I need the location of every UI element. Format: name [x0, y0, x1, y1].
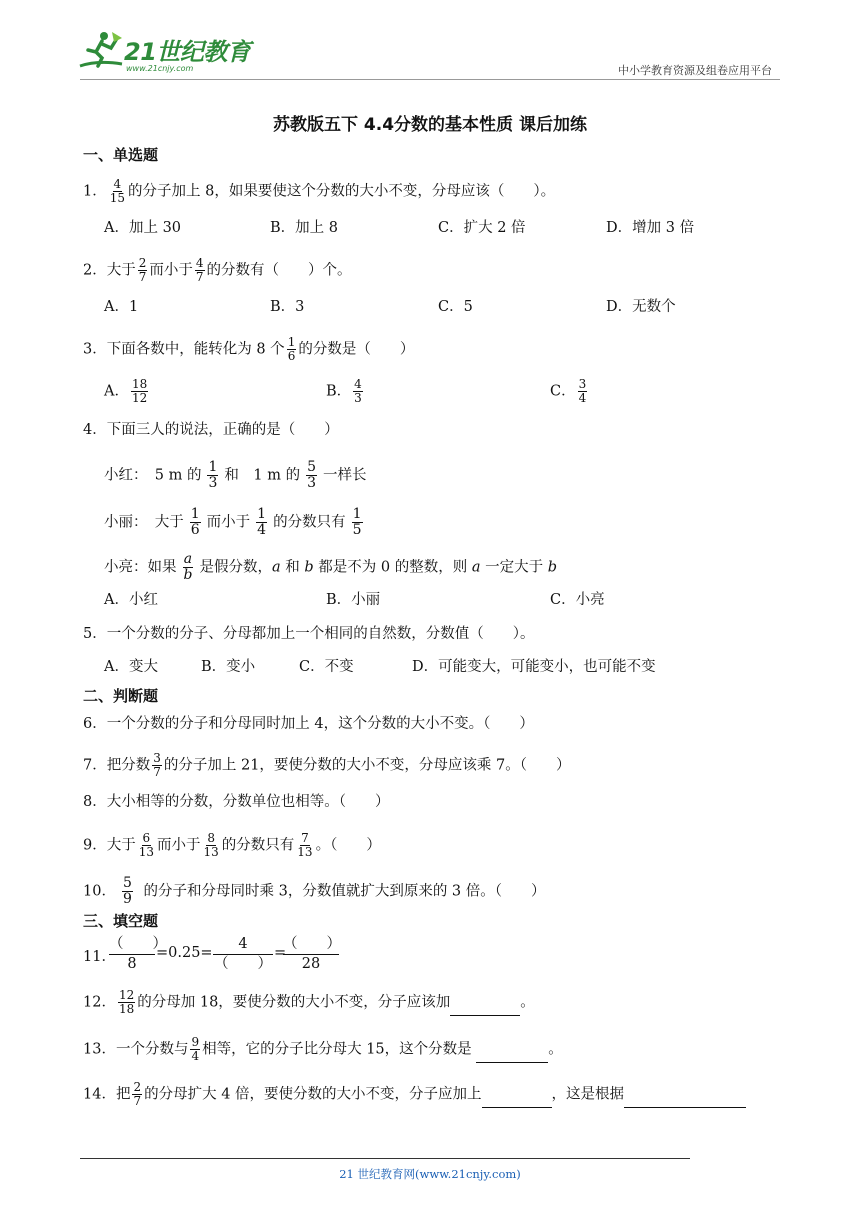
question-number: 9．	[83, 837, 107, 854]
question-number: 1．	[83, 183, 107, 200]
fraction: $\frac{4}{7}$	[195, 256, 204, 284]
question-6	[83, 714, 534, 734]
header-platform-text: 中小学教育资源及组卷应用平台	[618, 64, 772, 77]
section-single-choice: 一、单选题	[83, 146, 159, 164]
section-fill-blank: 三、填空题	[83, 912, 159, 930]
fraction: $\frac{18}{12}$	[131, 377, 148, 405]
fraction: $\frac{4}{15}$	[109, 177, 126, 205]
option-a[interactable]: A．小红	[104, 592, 158, 608]
question-2	[83, 257, 352, 284]
answer-blank[interactable]	[450, 999, 520, 1016]
question-10: 10． $\frac{5}{9}$ 的分子和分母同时乘 3，分数值就扩大到原来的 3 倍。（ ）	[83, 875, 546, 907]
option-c[interactable]: C．不变	[299, 659, 354, 675]
statement-xiaohong: 小红： 5 m 的 $\frac{1}{3}$ 和 1 m 的 $\frac{5}{3}$ 一样长	[104, 459, 367, 491]
fraction: $\frac{5}{3}$	[307, 459, 316, 491]
question-number: 8．	[83, 794, 107, 810]
fraction: $\frac{7}{13}$	[297, 831, 313, 859]
question-number: 5．	[83, 626, 107, 642]
statement-xiaoliang: 小亮：如果 $\frac{a}{b}$ 是假分数，a 和 b 都是不为 0 的整数，则 a 一定大于 b	[104, 551, 557, 583]
fraction: $\frac{1}{6}$	[190, 506, 200, 538]
statement-xiaoli: 小丽： 大于 $\frac{1}{6}$ 而小于 $\frac{1}{4}$ 的分数只有 $\frac{1}{5}$	[104, 506, 362, 538]
option-a[interactable]: A． $\frac{18}{12}$	[104, 377, 148, 405]
question-text: 大小相等的分数，分数单位也相等。（ ）	[106, 794, 390, 810]
fraction: $\frac{8}{13}$	[203, 831, 219, 859]
question-number: 2．	[83, 262, 107, 279]
fraction: $\frac{1}{5}$	[352, 506, 362, 538]
option-d[interactable]: D．可能变大，可能变小，也可能不变	[412, 659, 656, 675]
answer-blank[interactable]	[476, 1046, 548, 1063]
question-number: 14．	[83, 1086, 116, 1103]
fraction: $\frac{4}{3}$	[354, 377, 362, 405]
answer-blank[interactable]	[482, 1091, 552, 1108]
option-a[interactable]: A．1	[104, 299, 139, 315]
fraction: $\frac{a}{b}$	[183, 551, 193, 583]
fraction: $\frac{1}{6}$	[287, 335, 296, 363]
option-b[interactable]: B．加上 8	[270, 220, 338, 236]
equation-text: =	[274, 945, 287, 961]
footer-divider	[80, 1158, 690, 1159]
question-7: 7．把分数 $\frac{3}{7}$ 的分子加上 21，要使分数的大小不变，分母应该乘 7。（ ）	[83, 751, 571, 779]
option-b[interactable]: B． $\frac{4}{3}$	[326, 377, 362, 405]
question-number: 10．	[83, 883, 116, 900]
question-text: 下面各数中，能转化为 8 个	[106, 341, 285, 358]
header-divider	[80, 79, 780, 80]
question-number: 7．	[83, 757, 107, 774]
option-d[interactable]: D．无数个	[606, 299, 676, 315]
fraction-blank[interactable]: 4 （ ）	[214, 936, 272, 972]
fraction: $\frac{6}{13}$	[138, 831, 155, 859]
fraction: $\frac{2}{7}$	[138, 256, 147, 284]
question-5	[83, 624, 534, 644]
fraction: $\frac{2}{7}$	[133, 1080, 142, 1108]
fraction: $\frac{12}{18}$	[118, 988, 135, 1016]
option-a[interactable]: A．变大	[104, 659, 158, 675]
question-1	[83, 178, 555, 205]
option-c[interactable]: C．扩大 2 倍	[438, 220, 526, 236]
option-b[interactable]: B．变小	[201, 659, 256, 675]
option-c[interactable]: C．5	[438, 299, 473, 315]
question-14: 14．把 $\frac{2}{7}$ 的分母扩大 4 倍，要使分数的大小不变，分子应加上 ，这是根据	[83, 1081, 746, 1108]
fraction: $\frac{1}{3}$	[208, 459, 218, 491]
fraction: $\frac{3}{4}$	[578, 377, 587, 405]
site-logo	[78, 30, 253, 78]
question-number: 12．	[83, 994, 116, 1011]
question-text: 一个分数的分子和分母同时加上 4，这个分数的大小不变。（ ）	[106, 716, 534, 732]
option-c[interactable]: C．小亮	[550, 592, 605, 608]
runner-logo-icon	[78, 30, 126, 72]
section-true-false: 二、判断题	[83, 687, 159, 705]
fraction-blank[interactable]: （ ） 8	[109, 936, 167, 972]
question-12: 12． $\frac{12}{18}$ 的分母加 18，要使分数的大小不变，分子应该加 。	[83, 988, 535, 1016]
logo-text: 21世纪教育	[124, 38, 251, 66]
question-number: 6．	[83, 716, 107, 732]
question-number: 13．	[83, 1041, 116, 1058]
question-text: 的分数有（ ）个。	[206, 262, 352, 279]
question-number: 4．	[83, 422, 107, 438]
question-text: 的分数是（ ）	[298, 341, 415, 358]
fraction: $\frac{5}{9}$	[122, 875, 132, 907]
option-a[interactable]: A．加上 30	[104, 220, 182, 236]
equation-text: =0.25=	[156, 945, 213, 961]
question-number: 11．	[83, 949, 116, 965]
fraction: $\frac{1}{4}$	[257, 506, 267, 538]
fraction-blank[interactable]: （ ） 28	[283, 936, 341, 972]
question-13: 13．一个分数与 $\frac{9}{4}$ 相等，它的分子比分母大 15，这个分数是 。	[83, 1035, 563, 1063]
footer-link[interactable]: 21 世纪教育网(www.21cnjy.com)	[339, 1167, 521, 1181]
question-text: 的分子加上 8，如果要使这个分数的大小不变，分母应该（ ）。	[128, 183, 556, 200]
answer-blank[interactable]	[624, 1091, 746, 1108]
option-b[interactable]: B．小丽	[326, 592, 381, 608]
logo-url: www.21cnjy.com	[126, 64, 194, 73]
question-text: 而小于	[149, 262, 193, 279]
question-text: 下面三人的说法，正确的是（ ）	[106, 422, 339, 438]
option-d[interactable]: D．增加 3 倍	[606, 220, 695, 236]
fraction: $\frac{3}{7}$	[153, 751, 161, 779]
question-9: 9．大于 $\frac{6}{13}$ 而小于 $\frac{8}{13}$ 的分数只有 $\frac{7}{13}$ 。（ ）	[83, 831, 381, 859]
question-number: 3．	[83, 341, 107, 358]
option-b[interactable]: B．3	[270, 299, 305, 315]
fraction: $\frac{9}{4}$	[191, 1035, 200, 1063]
question-8	[83, 792, 389, 812]
question-3	[83, 336, 414, 363]
question-text: 大于	[106, 262, 136, 279]
option-c[interactable]: C． $\frac{3}{4}$	[550, 377, 587, 405]
question-4	[83, 420, 339, 440]
page-title: 苏教版五下 4.4分数的基本性质 课后加练	[273, 115, 587, 135]
question-text: 一个分数的分子、分母都加上一个相同的自然数，分数值（ ）。	[106, 626, 535, 642]
